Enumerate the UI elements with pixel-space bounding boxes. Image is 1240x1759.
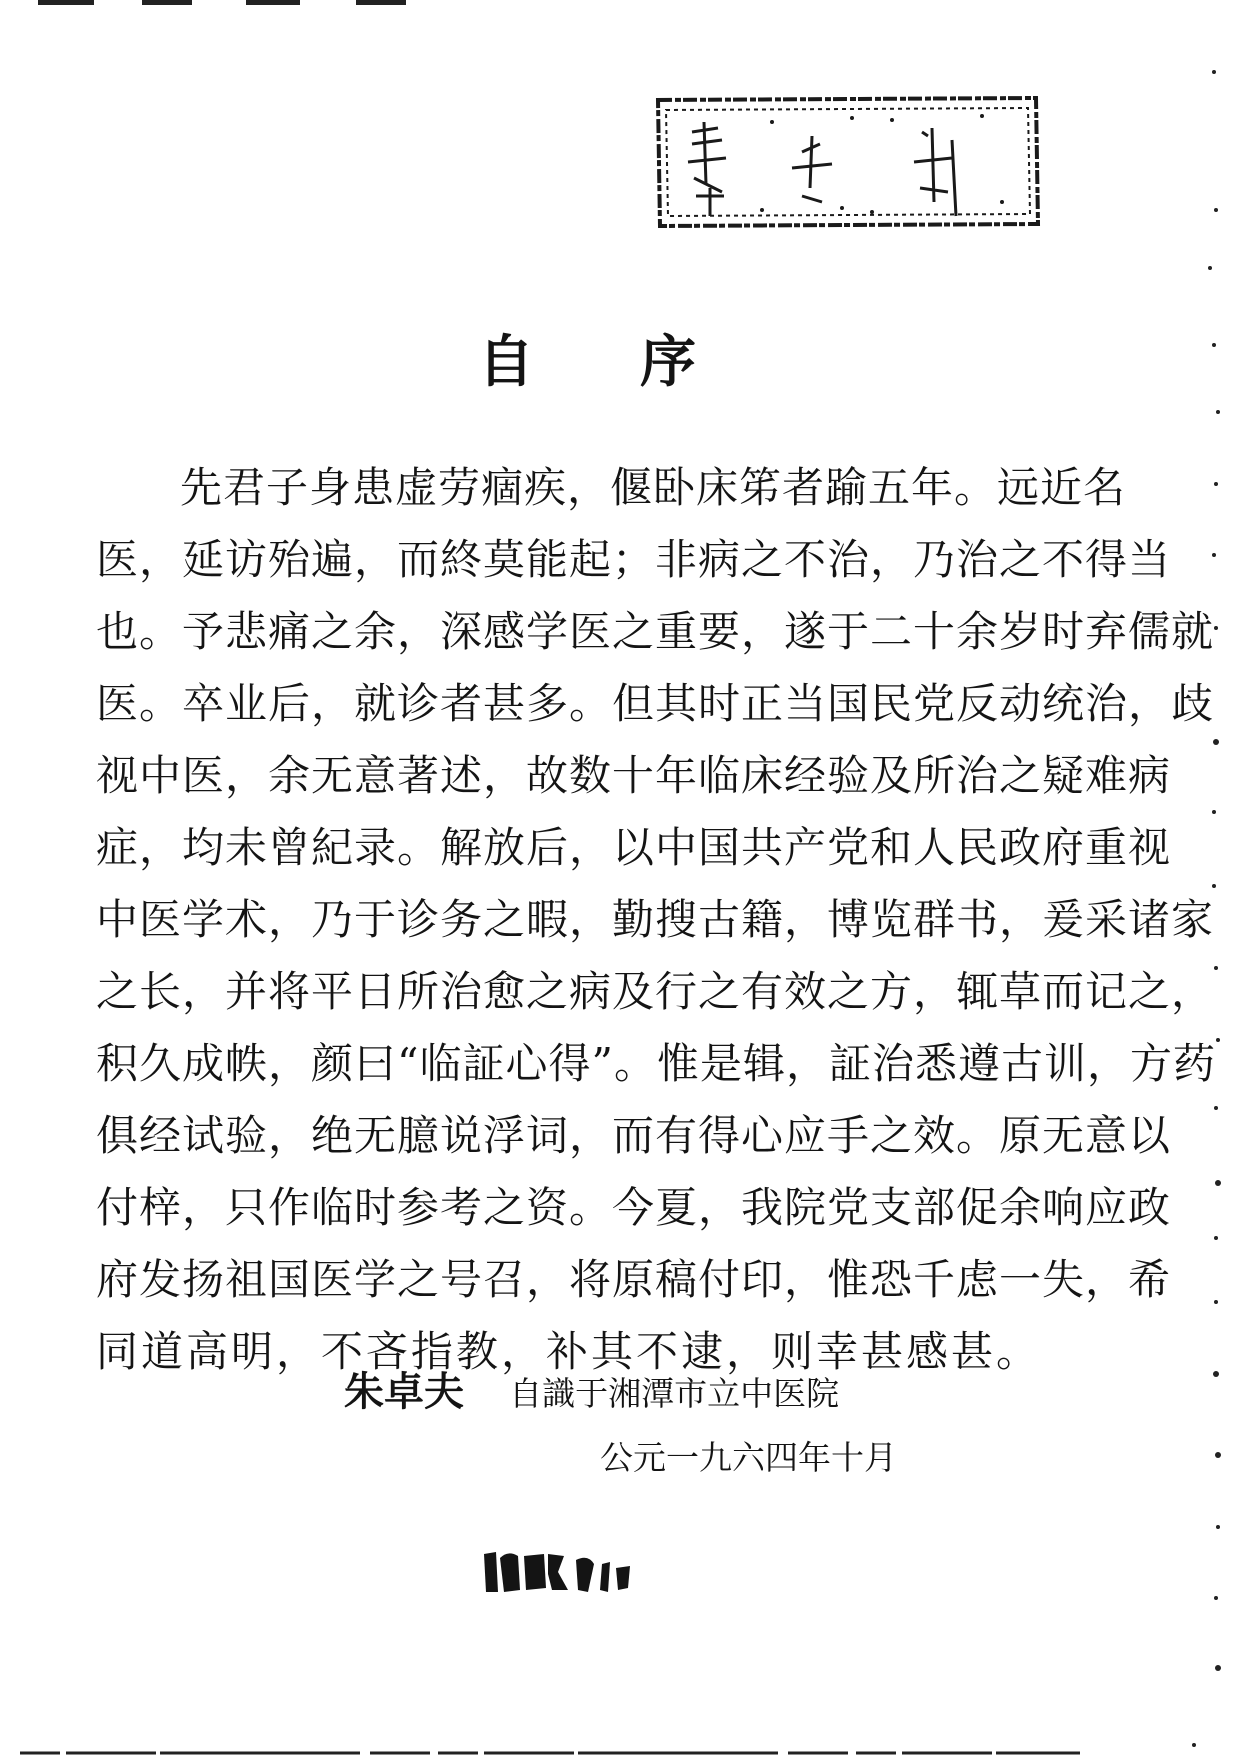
text-line: 医，延访殆遍，而終莫能起；非病之不治，乃治之不得当 — [96, 535, 1172, 584]
author-name: 朱卓夫 — [344, 1369, 464, 1415]
top-rule-1 — [38, 0, 94, 5]
text-line: 之长，并将平日所治愈之病及行之有效之方，辄草而记之， — [96, 967, 1215, 1016]
text-line: 付梓，只作临时参考之资。今夏，我院党支部促余响应政 — [96, 1183, 1172, 1232]
seal-stamp-icon — [652, 92, 1042, 232]
signature — [344, 1360, 839, 1420]
text-line: 府发扬祖国医学之号召，将原稿付印，惟恐千虑一失，希 — [96, 1255, 1172, 1304]
title-char-2: 序 — [640, 329, 696, 395]
top-rule-2 — [142, 0, 192, 5]
text-line: 中医学术，乃于诊务之暇，勤搜古籍，博览群书，爰采诸家 — [96, 895, 1215, 944]
signature-place: 自識于湘潭市立中医院 — [509, 1374, 840, 1413]
text-line: 积久成帙，颜曰“临証心得”。惟是辑，証治悉遵古训，方药 — [96, 1039, 1216, 1088]
text-line: 医。卒业后，就诊者甚多。但其时正当国民党反动统治，歧 — [96, 679, 1215, 728]
text-line: 同道高明，不吝指教，补其不逮，则幸甚感甚。 — [96, 1327, 1042, 1376]
text-line: 也。予悲痛之余，深感学医之重要，遂于二十余岁时弃儒就 — [96, 607, 1215, 656]
page-title — [0, 318, 1240, 408]
preface-paragraph — [96, 452, 1216, 1388]
signature-date: 公元一九六四年十月 — [600, 1438, 897, 1477]
text-line: 先君子身患虚劳痼疾，偃卧床笫者踰五年。远近名 — [180, 463, 1127, 512]
edge-specks — [1180, 0, 1240, 1755]
text-line: 俱经试验，绝无臆说浮词，而有得心应手之效。原无意以 — [96, 1111, 1172, 1160]
ink-mark-icon — [478, 1540, 658, 1600]
top-rule-3 — [246, 0, 300, 5]
text-line: 视中医，余无意著述，故数十年临床经验及所治之疑难病 — [96, 751, 1172, 800]
bottom-rule — [20, 1740, 1080, 1744]
top-rule-4 — [356, 0, 406, 5]
text-line: 症，均未曾紀录。解放后，以中国共产党和人民政府重视 — [96, 823, 1172, 872]
title-char-1: 自 — [478, 329, 534, 395]
